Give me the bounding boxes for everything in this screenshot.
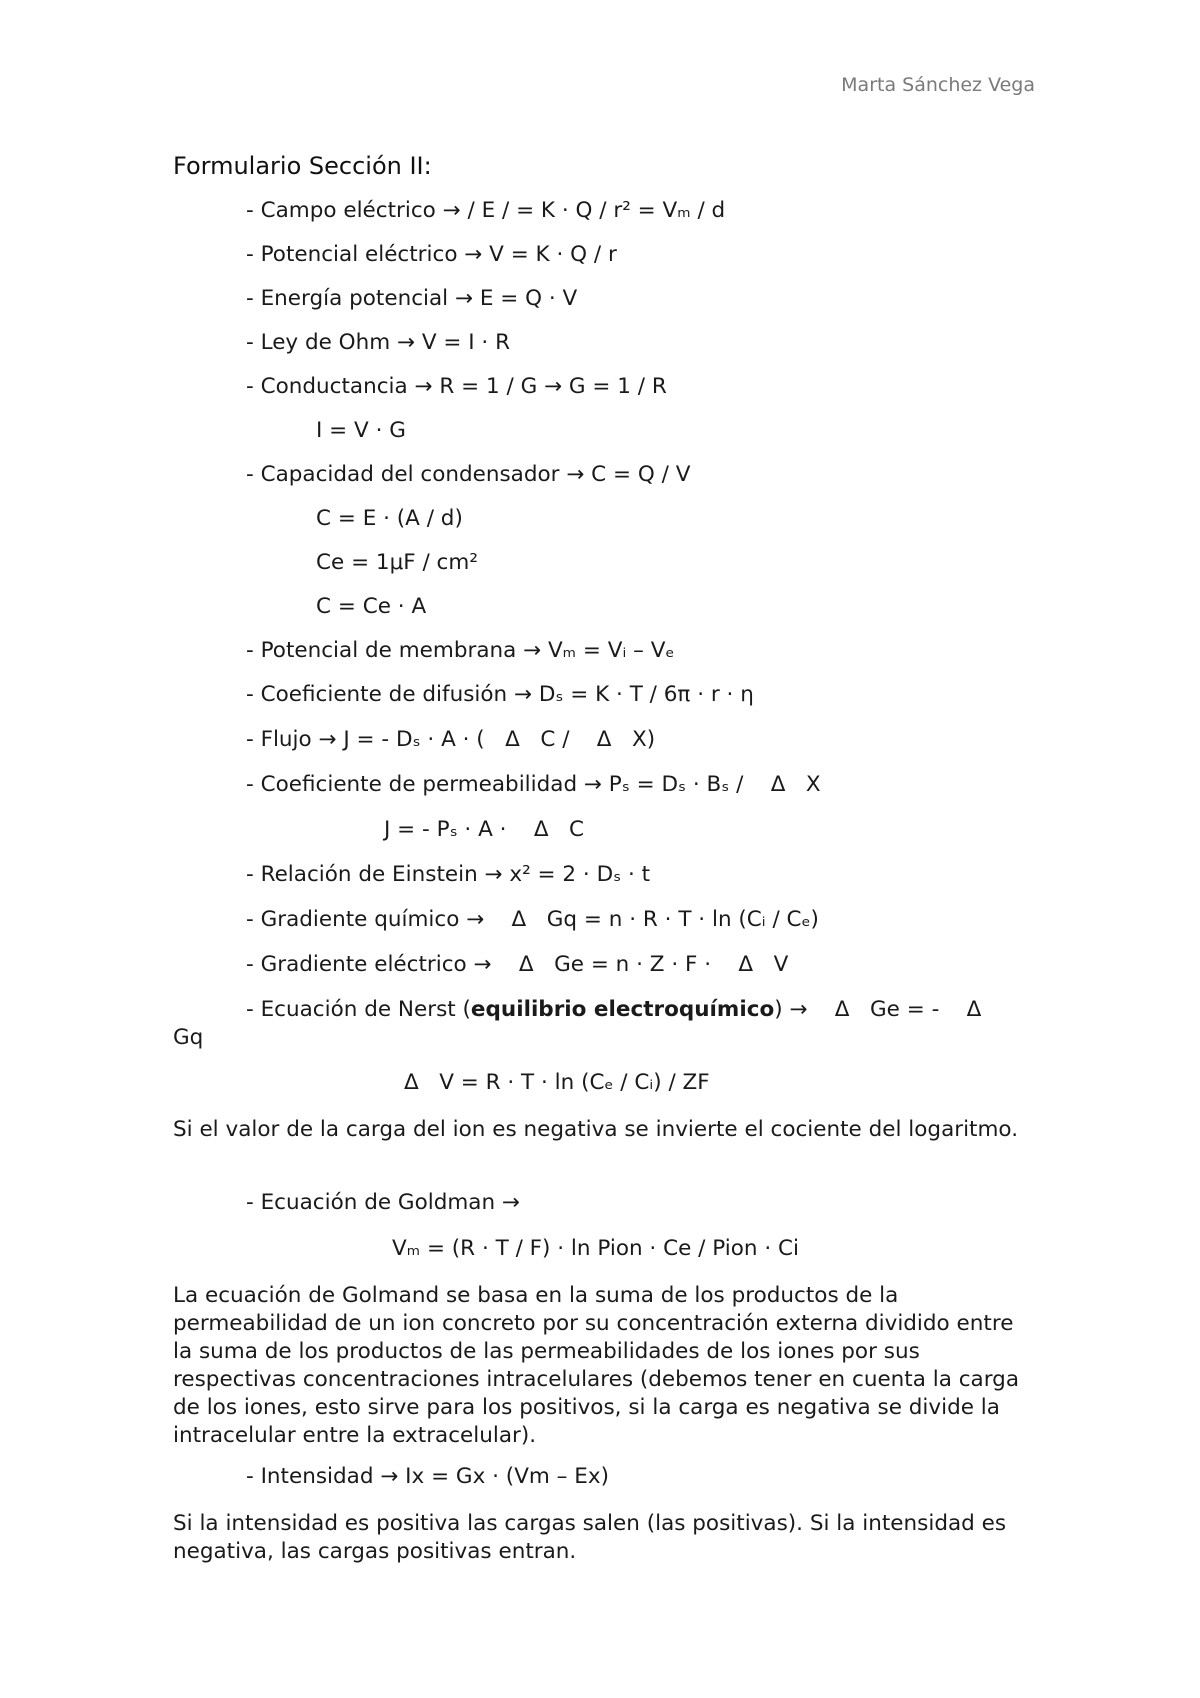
formula-ecuacion-nernst xyxy=(246,997,981,1022)
formula-campo-electrico: - Campo eléctrico → / E / = K · Q / r² = Vₘ / d xyxy=(246,198,726,223)
nernst-text-pre: - Ecuación de Nerst ( xyxy=(246,997,471,1022)
nernst-text-post: ) → Δ Ge = - Δ xyxy=(774,997,982,1022)
formula-capacidad: - Capacidad del condensador → C = Q / V xyxy=(246,462,691,487)
formula-coeficiente-difusion: - Coeficiente de difusión → Dₛ = K · T / 6π · r · η xyxy=(246,682,754,707)
formula-flujo: - Flujo → J = - Dₛ · A · ( Δ C / Δ X) xyxy=(246,727,656,752)
formula-nernst-wrap: Gq xyxy=(173,1025,204,1050)
formula-ecuacion-goldman: - Ecuación de Goldman → xyxy=(246,1190,520,1215)
formula-potencial-membrana: - Potencial de membrana → Vₘ = Vᵢ – Vₑ xyxy=(246,638,675,663)
formula-potencial-electrico: - Potencial eléctrico → V = K · Q / r xyxy=(246,242,617,267)
formula-nernst-2: Δ V = R · T · ln (Cₑ / Cᵢ) / ZF xyxy=(404,1070,710,1095)
formula-gradiente-electrico: - Gradiente eléctrico → Δ Ge = n · Z · F · Δ V xyxy=(246,952,789,977)
formula-capacidad-2: C = E · (A / d) xyxy=(316,506,463,531)
formula-gradiente-quimico: - Gradiente químico → Δ Gq = n · R · T · ln (Cᵢ / Cₑ) xyxy=(246,907,819,932)
formula-conductancia-2: I = V · G xyxy=(316,418,406,443)
formula-capacidad-3: Ce = 1μF / cm² xyxy=(316,550,478,575)
paragraph-goldman-note: La ecuación de Golmand se basa en la suma de los productos de la permeabilidad de un ion concreto por su concentración externa dividido entre la suma de los productos de las permeabilidades de los iones por sus respectivas concentraciones intracelulares (debemos tener en cuenta la carga de los iones, esto sirve para los positivos, si la carga es negativa se divide la intracelular entre la extracelular). xyxy=(173,1283,1020,1448)
paragraph-nernst-note: Si el valor de la carga del ion es negativa se invierte el cociente del logaritmo. xyxy=(173,1117,1019,1142)
formula-energia-potencial: - Energía potencial → E = Q · V xyxy=(246,286,578,311)
formula-conductancia: - Conductancia → R = 1 / G → G = 1 / R xyxy=(246,374,667,399)
formula-coeficiente-permeabilidad: - Coeficiente de permeabilidad → Pₛ = Dₛ · Bₛ / Δ X xyxy=(246,772,821,797)
author-name: Marta Sánchez Vega xyxy=(841,74,1035,96)
paragraph-intensidad-note: Si la intensidad es positiva las cargas salen (las positivas). Si la intensidad es negativa, las cargas positivas entran. xyxy=(173,1511,1007,1564)
formula-ley-ohm: - Ley de Ohm → V = I · R xyxy=(246,330,511,355)
formula-relacion-einstein: - Relación de Einstein → x² = 2 · Dₛ · t xyxy=(246,862,651,887)
nernst-text-bold: equilibrio electroquímico xyxy=(470,997,775,1022)
page-title: Formulario Sección II: xyxy=(173,152,432,180)
formula-capacidad-4: C = Ce · A xyxy=(316,594,427,619)
formula-permeabilidad-2: J = - Pₛ · A · Δ C xyxy=(384,817,585,842)
formula-goldman-2: Vₘ = (R · T / F) · ln Pion · Ce / Pion · Ci xyxy=(392,1236,799,1261)
formula-intensidad: - Intensidad → Ix = Gx · (Vm – Ex) xyxy=(246,1464,609,1489)
